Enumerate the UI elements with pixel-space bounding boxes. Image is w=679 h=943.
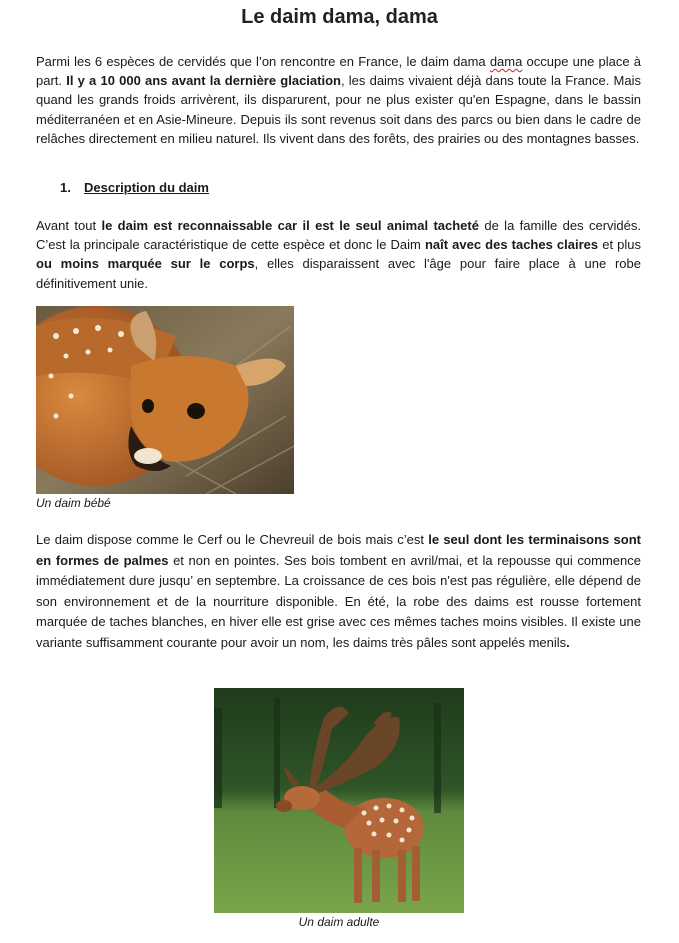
section-number: 1. — [60, 180, 71, 195]
antlers-bold-1: le seul dont les terminaisons sont en formes de palmes — [36, 532, 641, 568]
adult-deer-caption: Un daim adulte — [298, 915, 380, 929]
baby-deer-photo — [36, 306, 294, 494]
antlers-period: . — [566, 634, 570, 650]
intro-bold-1: Il y a 10 000 ans avant la dernière glaciation — [66, 73, 341, 89]
desc-bold-2: naît avec des taches claires — [424, 237, 599, 253]
baby-deer-caption: Un daim bébé — [36, 496, 111, 510]
intro-text-2: occupe une place à part. — [36, 54, 642, 89]
description-paragraph — [36, 216, 641, 293]
antlers-text-1: Le daim dispose comme le Cerf ou le Chevreuil de bois mais c’est — [36, 532, 429, 547]
desc-bold-3: ou moins marquée sur le corps — [36, 256, 255, 272]
desc-bold-1: le daim est reconnaissable car il est le seul animal tacheté — [101, 218, 479, 233]
adult-deer-photo — [214, 688, 464, 913]
desc-text-4: , elles disparaissent avec l'âge pour faire place à une robe définitivement unie. — [36, 256, 641, 291]
spellcheck-word: dama — [489, 54, 523, 69]
section-title: Description du daim — [84, 180, 209, 195]
intro-text-1: Parmi les 6 espèces de cervidés que l’on rencontre en France, le daim dama — [36, 54, 490, 69]
section-heading — [60, 180, 209, 195]
page-title: Le daim dama, dama — [241, 6, 438, 28]
intro-paragraph — [36, 52, 641, 148]
desc-text-1: Avant tout — [36, 218, 102, 233]
desc-text-2: de la famille des cervidés. C’est la principale caractéristique de cette espèce et donc le Daim — [36, 218, 641, 253]
desc-text-3: et plus — [598, 237, 641, 253]
intro-text-3: , les daims vivaient déjà dans toute la France. Mais quand les grands froids arrivèrent, ils disparurent, pour ne plus exister qu'en Espagne, dans le bassin méditerranéen et en Asie-Mineure. Depuis ils sont revenus soit dans des parcs ou bien dans le cadre de relâches directement en milieu naturel. Ils vivent dans des forêts, des prairies ou des montagnes basses. — [36, 73, 642, 146]
antlers-text-2: et non en pointes. Ses bois tombent en avril/mai, et la repousse qui commence immédiatement dure jusqu’ en septembre. La croissance de ces bois n'est pas régulière, elle dépend de son environnement et de la nourriture disponible. En été, la robe des daims est rousse fortement marquée de taches blanches, en hiver elle est grise avec ces mêmes taches moins visibles. Il existe une variante suffisamment courante pour avoir un nom, les daims très pâles sont appelés menils — [36, 552, 641, 650]
antlers-paragraph — [36, 530, 641, 654]
